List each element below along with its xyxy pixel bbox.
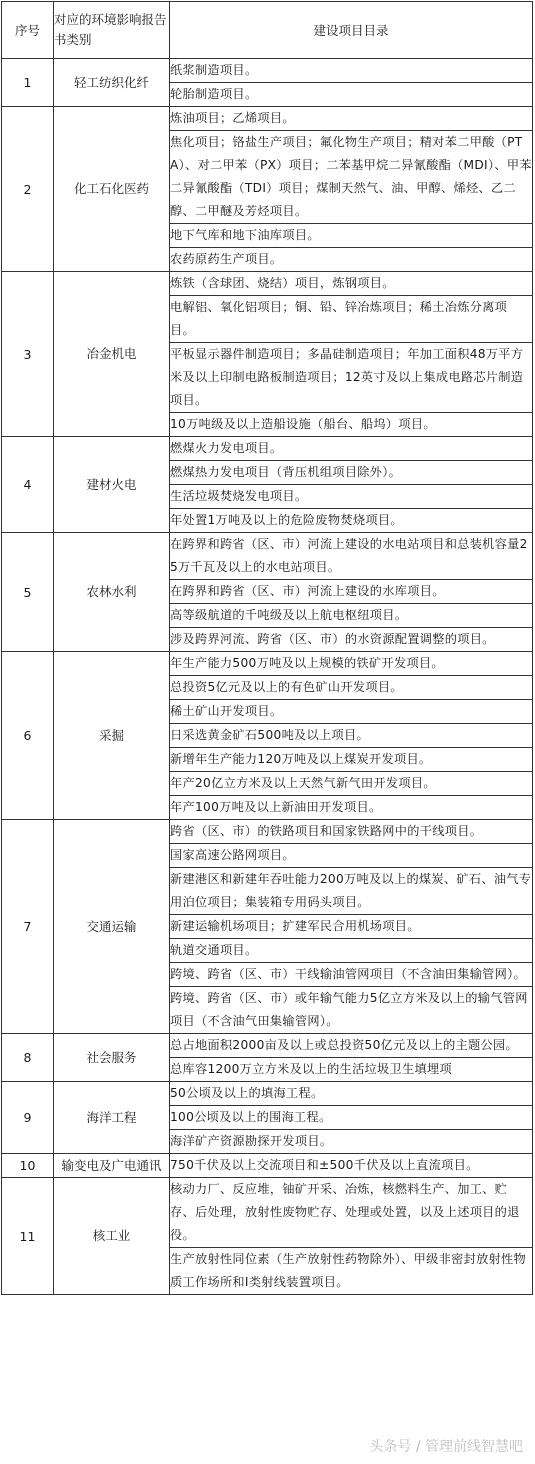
header-category: 对应的环境影响报告书类别 xyxy=(54,2,170,59)
project-item: 燃煤火力发电项目。 xyxy=(170,437,533,461)
project-item: 年产100万吨及以上新油田开发项目。 xyxy=(170,796,533,820)
project-item: 10万吨级及以上造船设施（船台、船坞）项目。 xyxy=(170,413,533,437)
project-item: 新建港区和新建年吞吐能力200万吨及以上的煤炭、矿石、油气专用泊位项目；集装箱专用码头项目。 xyxy=(170,868,533,915)
row-category: 海洋工程 xyxy=(54,1082,170,1154)
row-category: 冶金机电 xyxy=(54,272,170,437)
row-index: 9 xyxy=(2,1082,54,1154)
table-row xyxy=(2,1154,533,1178)
project-item: 国家高速公路网项目。 xyxy=(170,844,533,868)
project-catalog-table xyxy=(1,1,533,1295)
project-item: 纸浆制造项目。 xyxy=(170,59,533,83)
project-item: 轮胎制造项目。 xyxy=(170,83,533,107)
project-item: 总投资5亿元及以上的有色矿山开发项目。 xyxy=(170,676,533,700)
project-item: 地下气库和地下油库项目。 xyxy=(170,224,533,248)
table-row xyxy=(2,1034,533,1058)
project-item: 总库容1200万立方米及以上的生活垃圾卫生填埋项 xyxy=(170,1058,533,1082)
project-item: 日采选黄金矿石500吨及以上项目。 xyxy=(170,724,533,748)
table-body xyxy=(2,59,533,1295)
row-category: 建材火电 xyxy=(54,437,170,533)
project-item: 750千伏及以上交流项目和±500千伏及以上直流项目。 xyxy=(170,1154,533,1178)
row-index: 10 xyxy=(2,1154,54,1178)
project-item: 年生产能力500万吨及以上规模的铁矿开发项目。 xyxy=(170,652,533,676)
table-row xyxy=(2,533,533,580)
project-item: 海洋矿产资源勘探开发项目。 xyxy=(170,1130,533,1154)
table-row xyxy=(2,820,533,844)
row-index: 2 xyxy=(2,107,54,272)
project-item: 总占地面积2000亩及以上或总投资50亿元及以上的主题公园。 xyxy=(170,1034,533,1058)
row-index: 11 xyxy=(2,1178,54,1295)
project-item: 在跨界和跨省（区、市）河流上建设的水库项目。 xyxy=(170,580,533,604)
row-index: 1 xyxy=(2,59,54,107)
row-category: 社会服务 xyxy=(54,1034,170,1082)
row-index: 5 xyxy=(2,533,54,652)
project-item: 涉及跨界河流、跨省（区、市）的水资源配置调整的项目。 xyxy=(170,628,533,652)
project-item: 燃煤热力发电项目（背压机组项目除外）。 xyxy=(170,461,533,485)
project-item: 跨境、跨省（区、市）干线输油管网项目（不含油田集输管网）。 xyxy=(170,963,533,987)
table-row xyxy=(2,59,533,83)
table-header-row xyxy=(2,2,533,59)
project-item: 跨省（区、市）的铁路项目和国家铁路网中的干线项目。 xyxy=(170,820,533,844)
project-item: 炼铁（含球团、烧结）项目，炼钢项目。 xyxy=(170,272,533,296)
project-item: 生产放射性同位素（生产放射性药物除外）、甲级非密封放射性物质工作场所和Ⅰ类射线装置项目。 xyxy=(170,1248,533,1295)
row-category: 核工业 xyxy=(54,1178,170,1295)
table-row xyxy=(2,1178,533,1248)
project-item: 平板显示器件制造项目；多晶硅制造项目；年加工面积48万平方米及以上印制电路板制造项目；12英寸及以上集成电路芯片制造项目。 xyxy=(170,343,533,413)
table-row xyxy=(2,437,533,461)
project-item: 新建运输机场项目；扩建军民合用机场项目。 xyxy=(170,915,533,939)
row-category: 采掘 xyxy=(54,652,170,820)
header-projects: 建设项目目录 xyxy=(170,2,533,59)
project-item: 轨道交通项目。 xyxy=(170,939,533,963)
row-category: 农林水利 xyxy=(54,533,170,652)
project-item: 农药原药生产项目。 xyxy=(170,248,533,272)
footer-area xyxy=(0,1426,535,1464)
project-item: 生活垃圾焚烧发电项目。 xyxy=(170,485,533,509)
row-category: 轻工纺织化纤 xyxy=(54,59,170,107)
project-item: 电解铝、氧化铝项目；铜、铅、锌冶炼项目；稀土冶炼分离项目。 xyxy=(170,296,533,343)
row-category: 化工石化医药 xyxy=(54,107,170,272)
project-item: 年处置1万吨及以上的危险废物焚烧项目。 xyxy=(170,509,533,533)
project-item: 炼油项目；乙烯项目。 xyxy=(170,107,533,131)
row-index: 8 xyxy=(2,1034,54,1082)
row-index: 6 xyxy=(2,652,54,820)
project-item: 核动力厂、反应堆，铀矿开采、冶炼，核燃料生产、加工、贮存、后处理，放射性废物贮存、处理或处置，以及上述项目的退役。 xyxy=(170,1178,533,1248)
table-row xyxy=(2,652,533,676)
watermark-text: 头条号 / 管理前线智慧吧 xyxy=(369,1439,523,1455)
header-index: 序号 xyxy=(2,2,54,59)
project-item: 年产20亿立方米及以上天然气新气田开发项目。 xyxy=(170,772,533,796)
row-category: 交通运输 xyxy=(54,820,170,1034)
project-item: 高等级航道的千吨级及以上航电枢纽项目。 xyxy=(170,604,533,628)
project-item: 跨境、跨省（区、市）或年输气能力5亿立方米及以上的输气管网项目（不含油气田集输管网）。 xyxy=(170,987,533,1034)
project-item: 50公顷及以上的填海工程。 xyxy=(170,1082,533,1106)
table-row xyxy=(2,1082,533,1106)
table-row xyxy=(2,107,533,131)
row-category: 输变电及广电通讯 xyxy=(54,1154,170,1178)
row-index: 7 xyxy=(2,820,54,1034)
project-item: 焦化项目；铬盐生产项目；氟化物生产项目；精对苯二甲酸（PTA）、对二甲苯（PX）项目；二苯基甲烷二异氰酸酯（MDI）、甲苯二异氰酸酯（TDI）项目；煤制天然气、油、甲醇、烯烃、乙二醇、二甲醚及芳烃项目。 xyxy=(170,131,533,224)
project-item: 100公顷及以上的围海工程。 xyxy=(170,1106,533,1130)
project-item: 新增年生产能力120万吨及以上煤炭开发项目。 xyxy=(170,748,533,772)
table-row xyxy=(2,272,533,296)
project-item: 稀土矿山开发项目。 xyxy=(170,700,533,724)
row-index: 3 xyxy=(2,272,54,437)
project-item: 在跨界和跨省（区、市）河流上建设的水电站项目和总装机容量25万千瓦及以上的水电站项目。 xyxy=(170,533,533,580)
row-index: 4 xyxy=(2,437,54,533)
